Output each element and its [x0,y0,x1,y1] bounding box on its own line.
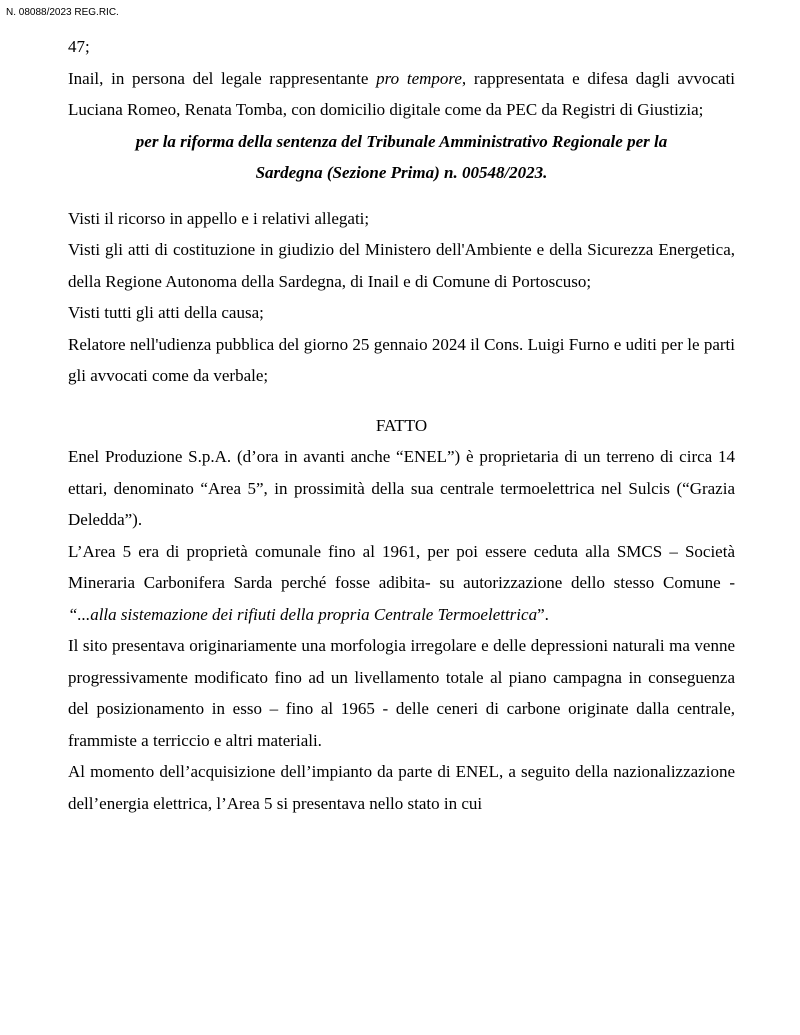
heading-line-2: Sardegna (Sezione Prima) n. 00548/2023. [255,163,548,182]
inail-italic: pro tempore [376,68,462,88]
preamble-line-2: Visti gli atti di costituzione in giudizio del Ministero dell'Ambiente e della Sicurezza Energetica, della Regione Autonoma della Sardegna, di Inail e di Comune di Portoscuso; [68,240,735,291]
spacer [68,189,735,203]
preamble-line-3: Visti tutti gli atti della causa; [68,303,264,322]
preamble-line-4: Relatore nell'udienza pubblica del giorno 25 gennaio 2024 il Cons. Luigi Furno e uditi per le parti gli avvocati come da verbale; [68,334,735,385]
section-title-fatto: FATTO [375,415,428,435]
fatto-p2-text-a: L’Area 5 era di proprietà comunale fino al 1961, per poi essere ceduta alla SMCS – Società Mineraria Carbonifera Sarda perché fosse adibita- su autorizzazione dello stesso Comune - [68,541,735,592]
document-body [68,31,735,819]
docket-reference: N. 08088/2023 REG.RIC. [6,7,119,18]
fatto-paragraph-2 [68,536,735,631]
fatto-paragraph-3: Il sito presentava originariamente una morfologia irregolare e delle depressioni naturali ma venne progressivamente modificato fino ad un livellamento totale al piano campagna in conseguenza del posizionamento in esso – fino al 1965 - delle ceneri di carbone originate dalla centrale, frammiste a terriccio e altri materiali. [68,636,735,750]
paragraph-inail [68,63,735,126]
paragraph-number: 47; [68,37,90,56]
inail-text-a: Inail, in persona del legale rappresentante [68,68,377,88]
fatto-paragraph-4: Al momento dell’acquisizione dell’impianto da parte di ENEL, a seguito della nazionalizzazione dell’energia elettrica, l’Area 5 si presentava nello stato in cui [68,762,735,813]
fatto-paragraph-1: Enel Produzione S.p.A. (d’ora in avanti anche “ENEL”) è proprietaria di un terreno di circa 14 ettari, denominato “Area 5”, in prossimità della sua centrale termoelettrica nel Sulcis (“Grazia Deledda”). [68,447,735,529]
preamble-line-1: Visti il ricorso in appello e i relativi allegati; [68,208,370,228]
heading-line-1: per la riforma della sentenza del Tribunale Amministrativo Regionale per la [135,131,668,151]
appeal-heading [68,126,735,189]
fatto-p2-text-b: ”. [537,604,549,624]
inail-text-b: , rappresentata e difesa dagli avvocati Luciana Romeo, Renata Tomba, con domicilio digitale come da PEC da Registri di Giustizia; [68,68,735,119]
fatto-p2-italic: “...alla sistemazione dei rifiuti della propria Centrale Termoelettrica [68,604,538,624]
